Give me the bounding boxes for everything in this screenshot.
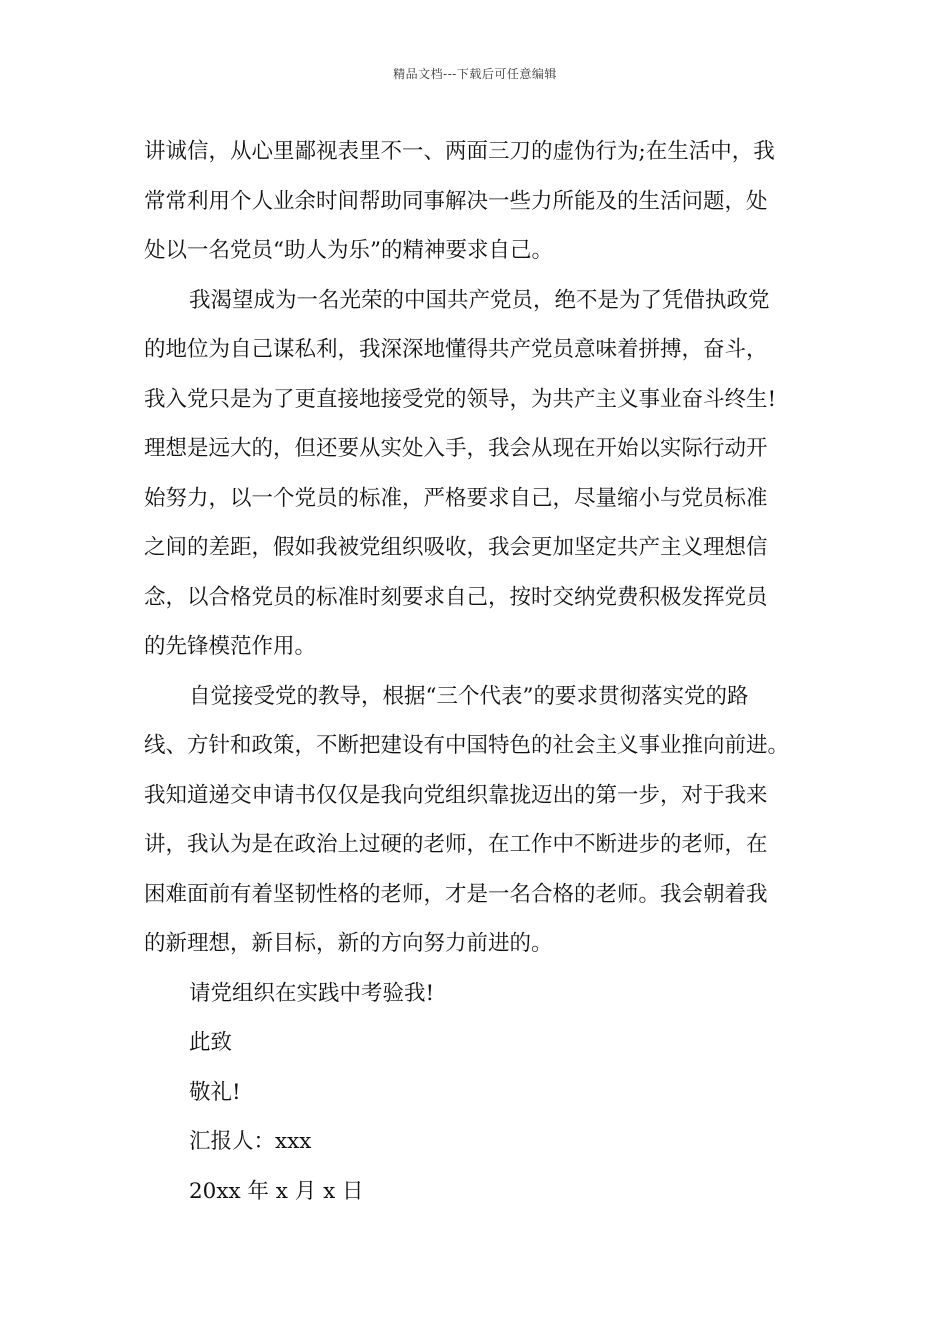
text-line: 自觉接受党的教导，根据“三个代表”的要求贯彻落实党的路 (189, 683, 749, 709)
text-line: 线、方针和政策，不断把建设有中国特色的社会主义事业推向前进。 (144, 733, 790, 758)
closing-salutation-1: 此致 (189, 1030, 233, 1055)
text-line: 的先锋模范作用。 (144, 634, 317, 659)
text-line: 讲，我认为是在政治上过硬的老师，在工作中不断进步的老师，在 (144, 832, 768, 857)
text-line: 我知道递交申请书仅仅是我向党组织靠拢迈出的第一步，对于我来 (144, 782, 768, 808)
text-line: 之间的差距，假如我被党组织吸收，我会更加坚定共产主义理想信 (144, 535, 768, 560)
text-line: 念，以合格党员的标准时刻要求自己，按时交纳党费积极发挥党员 (144, 584, 768, 610)
closing-block (144, 974, 834, 1222)
text-line: 处以一名党员“助人为乐”的精神要求自己。 (144, 238, 553, 263)
text-line: 常常利用个人业余时间帮助同事解决一些力所能及的生活问题，处 (144, 188, 768, 214)
report-date: 20xx 年 x 月 x 日 (189, 1178, 364, 1204)
page-header: 精品文档---下载后可任意编辑 (393, 67, 557, 81)
text-line: 的地位为自己谋私利，我深深地懂得共产党员意味着拼搏，奋斗， (144, 337, 768, 362)
text-line: 我渴望成为一名光荣的中国共产党员，绝不是为了凭借执政党 (189, 287, 770, 313)
text-line: 的新理想，新目标，新的方向努力前进的。 (144, 931, 553, 956)
reporter-signature: 汇报人：xxx (189, 1129, 312, 1154)
text-line: 困难面前有着坚韧性格的老师，才是一名合格的老师。我会朝着我 (144, 881, 768, 907)
closing-salutation-2: 敬礼! (189, 1079, 241, 1105)
text-line: 讲诚信，从心里鄙视表里不一、两面三刀的虚伪行为;在生活中，我 (144, 139, 775, 164)
text-line: 始努力，以一个党员的标准，严格要求自己，尽量缩小与党员标准 (144, 485, 768, 511)
text-line: 我入党只是为了更直接地接受党的领导，为共产主义事业奋斗终生! (144, 386, 777, 412)
paragraph-1 (144, 132, 834, 281)
paragraph-3 (144, 677, 834, 974)
paragraph-2 (144, 281, 834, 677)
document-body (144, 132, 834, 1221)
text-line: 理想是远大的，但还要从实处入手，我会从现在开始以实际行动开 (144, 436, 768, 461)
closing-request: 请党组织在实践中考验我! (189, 980, 435, 1006)
